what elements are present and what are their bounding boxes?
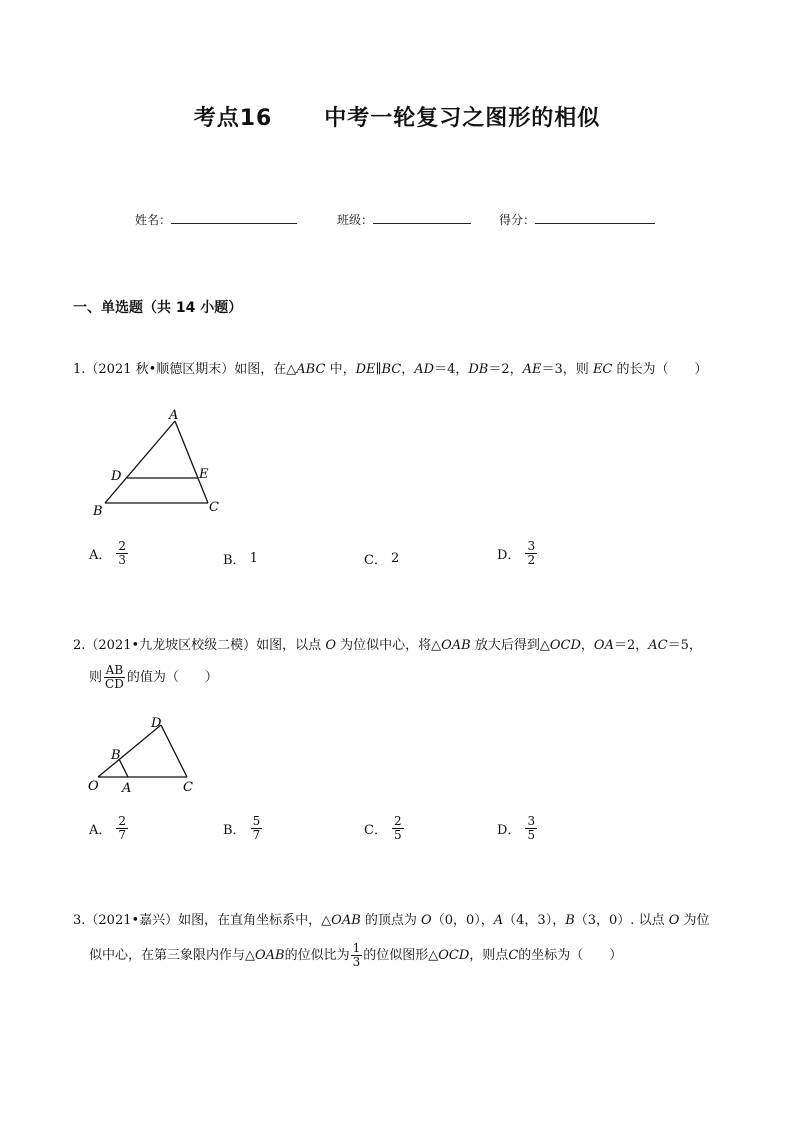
question-text: 的长为（ ）: [612, 362, 708, 377]
question-number: 3.: [73, 913, 86, 928]
question-text: 为位: [679, 913, 710, 928]
question-text: 为位似中心，将△: [335, 638, 442, 653]
class-label: 班级：: [337, 213, 374, 227]
option-value: 1: [249, 551, 258, 566]
vertex-label: O: [88, 779, 99, 794]
fraction-denominator: CD: [105, 677, 124, 691]
vertex-label: D: [151, 716, 162, 731]
math-var: O: [421, 913, 432, 928]
fraction-numerator: 3: [527, 814, 536, 828]
option-b[interactable]: [223, 549, 258, 568]
question-text: （3，0）. 以点: [574, 913, 669, 928]
option-d[interactable]: [497, 540, 538, 567]
option-b[interactable]: [223, 815, 263, 842]
fraction-denominator: 5: [527, 828, 536, 842]
math-var: O: [668, 913, 680, 928]
score-label: 得分：: [499, 213, 536, 227]
fraction: [116, 815, 128, 842]
option-letter: C．: [364, 823, 387, 838]
question-text: 如图，在直角坐标系中，△: [178, 913, 332, 928]
fraction: [525, 540, 537, 567]
fraction-denominator: 7: [252, 828, 261, 842]
figure-similar-triangles: [85, 712, 205, 797]
math-var: OAB: [441, 638, 471, 653]
option-letter: C．: [364, 553, 387, 568]
fraction-numerator: 5: [252, 814, 261, 828]
math-var: DE: [355, 362, 376, 377]
math-var: OCD: [549, 638, 581, 653]
section-heading: 一、单选题（共 14 小题）: [73, 300, 243, 316]
name-field: [135, 211, 297, 228]
math-var: B: [565, 913, 575, 928]
question-number: 2.: [73, 638, 86, 653]
question-text: ＝3，则: [541, 362, 593, 377]
question-2: [73, 637, 702, 655]
name-blank: [171, 211, 297, 224]
question-text: ，则点: [469, 947, 509, 963]
question-text: （0，0），: [431, 913, 494, 928]
question-3-line-2: [89, 942, 622, 969]
fraction: [392, 815, 404, 842]
question-text: 如图，以点: [256, 638, 326, 653]
fraction-numerator: 2: [118, 539, 127, 553]
option-value: 2: [390, 551, 400, 566]
fraction-numerator: AB: [105, 663, 124, 677]
option-letter: A．: [89, 823, 112, 838]
question-text: 放大后得到△: [470, 638, 550, 653]
vertex-label: E: [199, 467, 209, 482]
page-title: 考点16 中考一轮复习之图形的相似: [193, 106, 601, 131]
vertex-label: D: [111, 469, 122, 484]
fraction-denominator: 5: [393, 828, 402, 842]
question-text: 的位似比为: [284, 947, 350, 963]
question-text: ，: [401, 362, 415, 377]
fraction-denominator: 2: [527, 553, 536, 567]
vertex-label: B: [111, 748, 121, 763]
score-blank: [535, 211, 655, 224]
fraction: [251, 815, 263, 842]
option-c[interactable]: [364, 549, 399, 568]
fraction-denominator: 3: [352, 955, 361, 969]
fraction-numerator: 3: [527, 539, 536, 553]
vertex-label: C: [209, 500, 219, 515]
math-var: OCD: [438, 947, 470, 963]
question-1: [73, 361, 708, 379]
class-field: [337, 211, 471, 228]
question-number: 1.: [73, 362, 86, 377]
math-var: AE: [522, 362, 542, 377]
math-var: AC: [648, 638, 668, 653]
fraction-numerator: 1: [352, 941, 361, 955]
option-c[interactable]: [364, 815, 405, 842]
math-var: C: [508, 947, 519, 963]
figure-triangle-abc: [85, 403, 225, 518]
option-letter: D．: [497, 548, 521, 563]
fraction-one-third: [351, 942, 363, 969]
math-var: OAB: [255, 947, 285, 963]
question-text: ＝2，: [613, 638, 649, 653]
question-text: 似中心，在第三象限内作与△: [89, 947, 255, 963]
math-var: O: [325, 638, 336, 653]
option-a[interactable]: [89, 540, 129, 567]
fraction-denominator: 7: [118, 828, 127, 842]
question-text: 的位似图形△: [363, 947, 439, 963]
option-letter: A．: [89, 548, 112, 563]
fraction: [116, 540, 128, 567]
score-field: [499, 211, 655, 228]
question-text: 的坐标为（ ）: [518, 947, 623, 963]
math-var: AD: [414, 362, 435, 377]
fraction-ab-cd: [103, 664, 126, 691]
question-text: ∥: [375, 362, 382, 377]
option-a[interactable]: [89, 815, 129, 842]
option-letter: B．: [223, 823, 246, 838]
question-source: （2021•九龙坡区校级二模）: [85, 638, 257, 653]
math-var: A: [493, 913, 504, 928]
question-3: [73, 912, 710, 930]
fraction-numerator: 2: [118, 814, 127, 828]
fraction-denominator: 3: [118, 553, 127, 567]
math-var: OA: [593, 638, 614, 653]
question-2-line-2: [89, 664, 218, 691]
fraction-numerator: 2: [393, 814, 402, 828]
question-text: 如图，在△: [234, 362, 297, 377]
option-d[interactable]: [497, 815, 538, 842]
question-text: ＝5，: [667, 638, 702, 653]
question-text: ＝4，: [434, 362, 469, 377]
question-source: （2021 秋•顺德区期末）: [85, 362, 235, 377]
question-text: 的顶点为: [360, 913, 422, 928]
question-text: ＝2，: [488, 362, 523, 377]
name-label: 姓名：: [135, 213, 172, 227]
question-text: 则: [89, 669, 103, 685]
option-letter: B．: [223, 553, 246, 568]
vertex-label: A: [169, 408, 179, 423]
vertex-label: C: [183, 780, 193, 795]
class-blank: [373, 211, 471, 224]
question-text: ，: [580, 638, 594, 653]
math-var: EC: [592, 362, 613, 377]
question-text: 的值为（ ）: [126, 669, 218, 685]
math-var: DB: [468, 362, 489, 377]
option-letter: D．: [497, 823, 521, 838]
vertex-label: B: [93, 504, 103, 518]
math-var: BC: [381, 362, 402, 377]
question-source: （2021•嘉兴）: [85, 913, 179, 928]
question-text: 中，: [325, 362, 356, 377]
vertex-label: A: [122, 781, 132, 796]
question-text: （4，3），: [503, 913, 566, 928]
fraction: [525, 815, 537, 842]
math-var: OAB: [331, 913, 361, 928]
math-var: ABC: [296, 362, 326, 377]
